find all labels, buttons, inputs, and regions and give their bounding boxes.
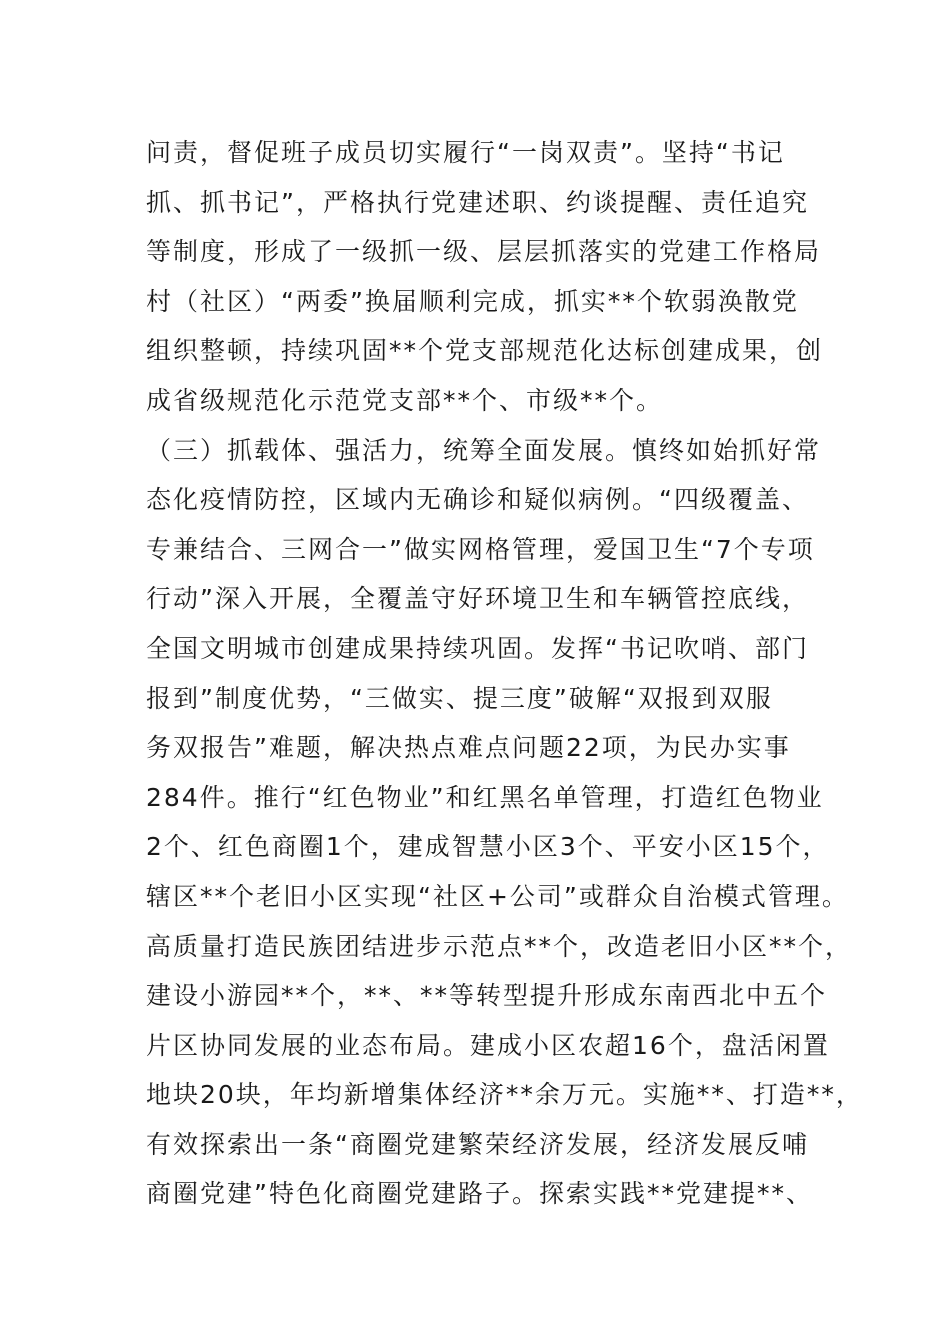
text-line: 村（社区）“两委”换届顺利完成，抓实**个软弱涣散党 [146,286,799,316]
text-line: 地块20块，年均新增集体经济**余万元。实施**、打造**， [146,1080,863,1110]
text-line: 辖区**个老旧小区实现“社区+公司”或群众自治模式管理。 [146,881,849,911]
text-line: 等制度，形成了一级抓一级、层层抓落实的党建工作格局 [146,237,822,267]
text-line: 284件。推行“红色物业”和红黑名单管理，打造红色物业 [146,782,824,812]
text-line: 片区协同发展的业态布局。建成小区农超16个，盘活闲置 [146,1030,830,1060]
text-line: 商圈党建”特色化商圈党建路子。探索实践**党建提**、 [146,1179,813,1209]
text-line: 2个、红色商圈1个，建成智慧小区3个、平安小区15个， [146,832,830,862]
text-line: 行动”深入开展，全覆盖守好环境卫生和车辆管控底线， [146,584,809,614]
text-line: 组织整顿，持续巩固**个党支部规范化达标创建成果，创 [146,336,824,366]
text-line: 高质量打造民族团结进步示范点**个，改造老旧小区**个， [146,931,853,961]
section-heading-line: （三）抓载体、强活力，统筹全面发展。慎终如始抓好常 [146,435,822,465]
text-line: 态化疫情防控，区域内无确诊和疑似病例。“四级覆盖、 [146,485,809,515]
text-line: 有效探索出一条“商圈党建繁荣经济发展，经济发展反哺 [146,1129,809,1159]
text-line: 建设小游园**个，**、**等转型提升形成东南西北中五个 [146,981,828,1011]
text-line: 务双报告”难题，解决热点难点问题22项，为民办实事 [146,733,791,763]
text-line: 问责，督促班子成员切实履行“一岗双责”。坚持“书记 [146,138,785,167]
body-text [146,128,863,1219]
text-line: 抓、抓书记”，严格执行党建述职、约谈提醒、责任追究 [146,187,809,217]
text-line: 专兼结合、三网合一”做实网格管理，爱国卫生“7个专项 [146,534,815,564]
text-line: 报到”制度优势，“三做实、提三度”破解“双报到双服 [146,683,773,713]
text-line: 成省级规范化示范党支部**个、市级**个。 [146,385,664,415]
text-line: 全国文明城市创建成果持续巩固。发挥“书记吹哨、部门 [146,633,809,663]
